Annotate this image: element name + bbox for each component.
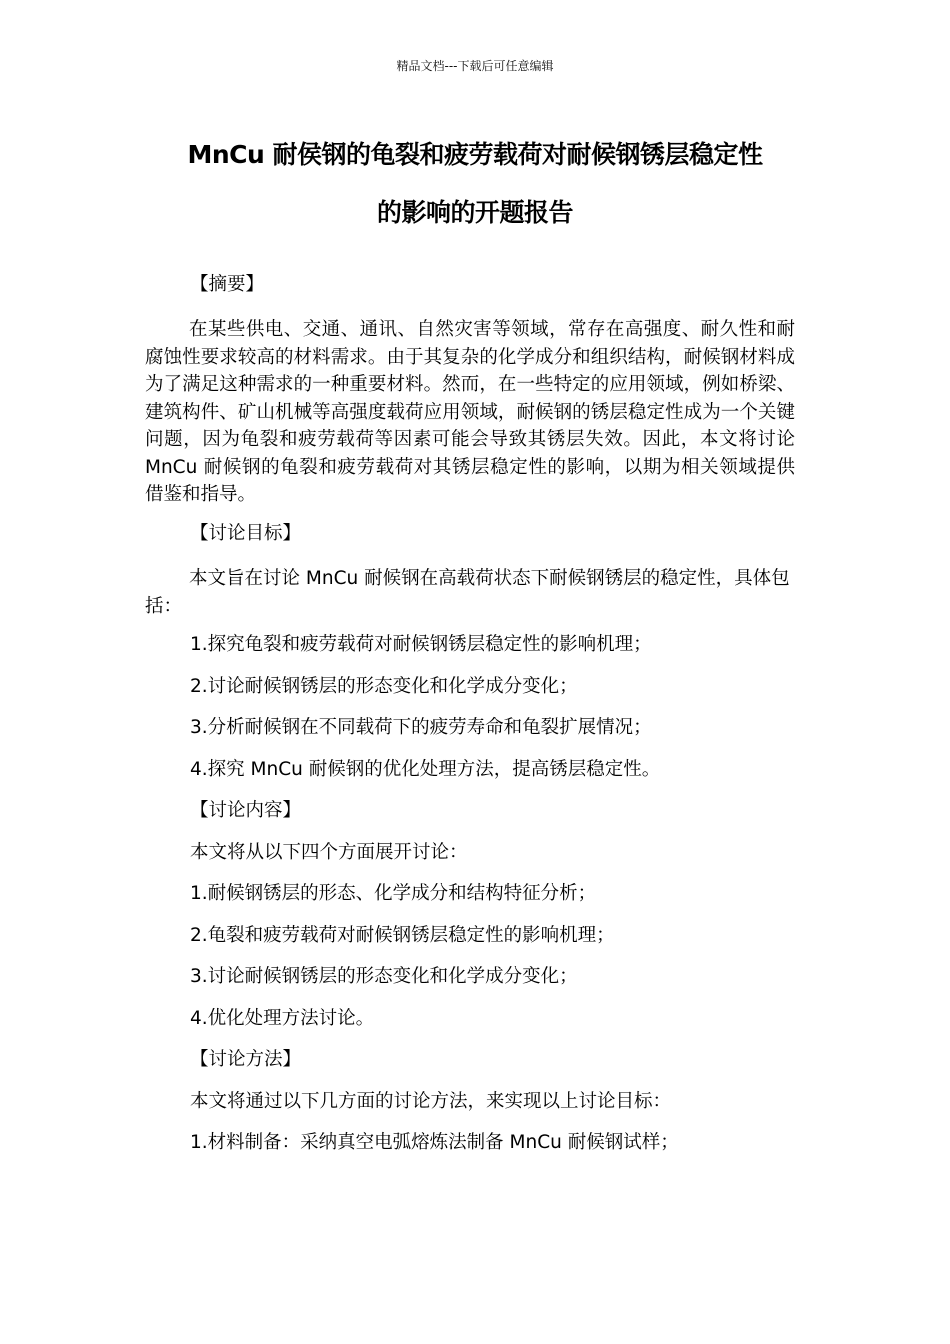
header-note: 精品文档---下载后可任意编辑 xyxy=(396,59,554,73)
document-title-line-2: 的影响的开题报告 xyxy=(376,198,573,227)
content-item: 2.龟裂和疲劳载荷对耐候钢锈层稳定性的影响机理； xyxy=(190,925,615,946)
goals-item: 2.讨论耐候钢锈层的形态变化和化学成分变化； xyxy=(190,676,578,697)
document-title-line-1: MnCu 耐侯钢的龟裂和疲劳载荷对耐候钢锈层稳定性 xyxy=(187,140,763,169)
methods-item: 1.材料制备：采纳真空电弧熔炼法制备 MnCu 耐候钢试样； xyxy=(190,1132,679,1153)
goals-heading: 【讨论目标】 xyxy=(190,523,302,544)
abstract-heading: 【摘要】 xyxy=(190,274,265,295)
methods-heading: 【讨论方法】 xyxy=(190,1049,302,1070)
content-intro: 本文将从以下四个方面展开讨论： xyxy=(190,842,468,863)
content-item: 3.讨论耐候钢锈层的形态变化和化学成分变化； xyxy=(190,966,578,987)
methods-intro: 本文将通过以下几方面的讨论方法，来实现以上讨论目标： xyxy=(190,1091,672,1112)
goals-item: 3.分析耐候钢在不同载荷下的疲劳寿命和龟裂扩展情况； xyxy=(190,717,652,738)
content-heading: 【讨论内容】 xyxy=(190,800,302,821)
goals-item: 4.探究 MnCu 耐候钢的优化处理方法，提高锈层稳定性。 xyxy=(190,759,661,780)
content-item: 4.优化处理方法讨论。 xyxy=(190,1008,375,1029)
abstract-paragraph: 在某些供电、交通、通讯、自然灾害等领域，常存在高强度、耐久性和耐腐蚀性要求较高的材料需求。由于其复杂的化学成分和组织结构，耐候钢材料成为了满足这种需求的一种重要材料。然而，在一些特定的应用领域，例如桥梁、建筑构件、矿山机械等高强度载荷应用领域，耐候钢的锈层稳定性成为一个关键问题，因为龟裂和疲劳载荷等因素可能会导致其锈层失效。因此，本文将讨论 MnCu 耐候钢的龟裂和疲劳载荷对其锈层稳定性的影响，以期为相关领域提供借鉴和指导。 xyxy=(145,319,795,505)
goals-intro: 本文旨在讨论 MnCu 耐候钢在高载荷状态下耐候钢锈层的稳定性，具体包括： xyxy=(145,568,790,617)
content-item: 1.耐候钢锈层的形态、化学成分和结构特征分析； xyxy=(190,883,597,904)
goals-item: 1.探究龟裂和疲劳载荷对耐候钢锈层稳定性的影响机理； xyxy=(190,634,652,655)
